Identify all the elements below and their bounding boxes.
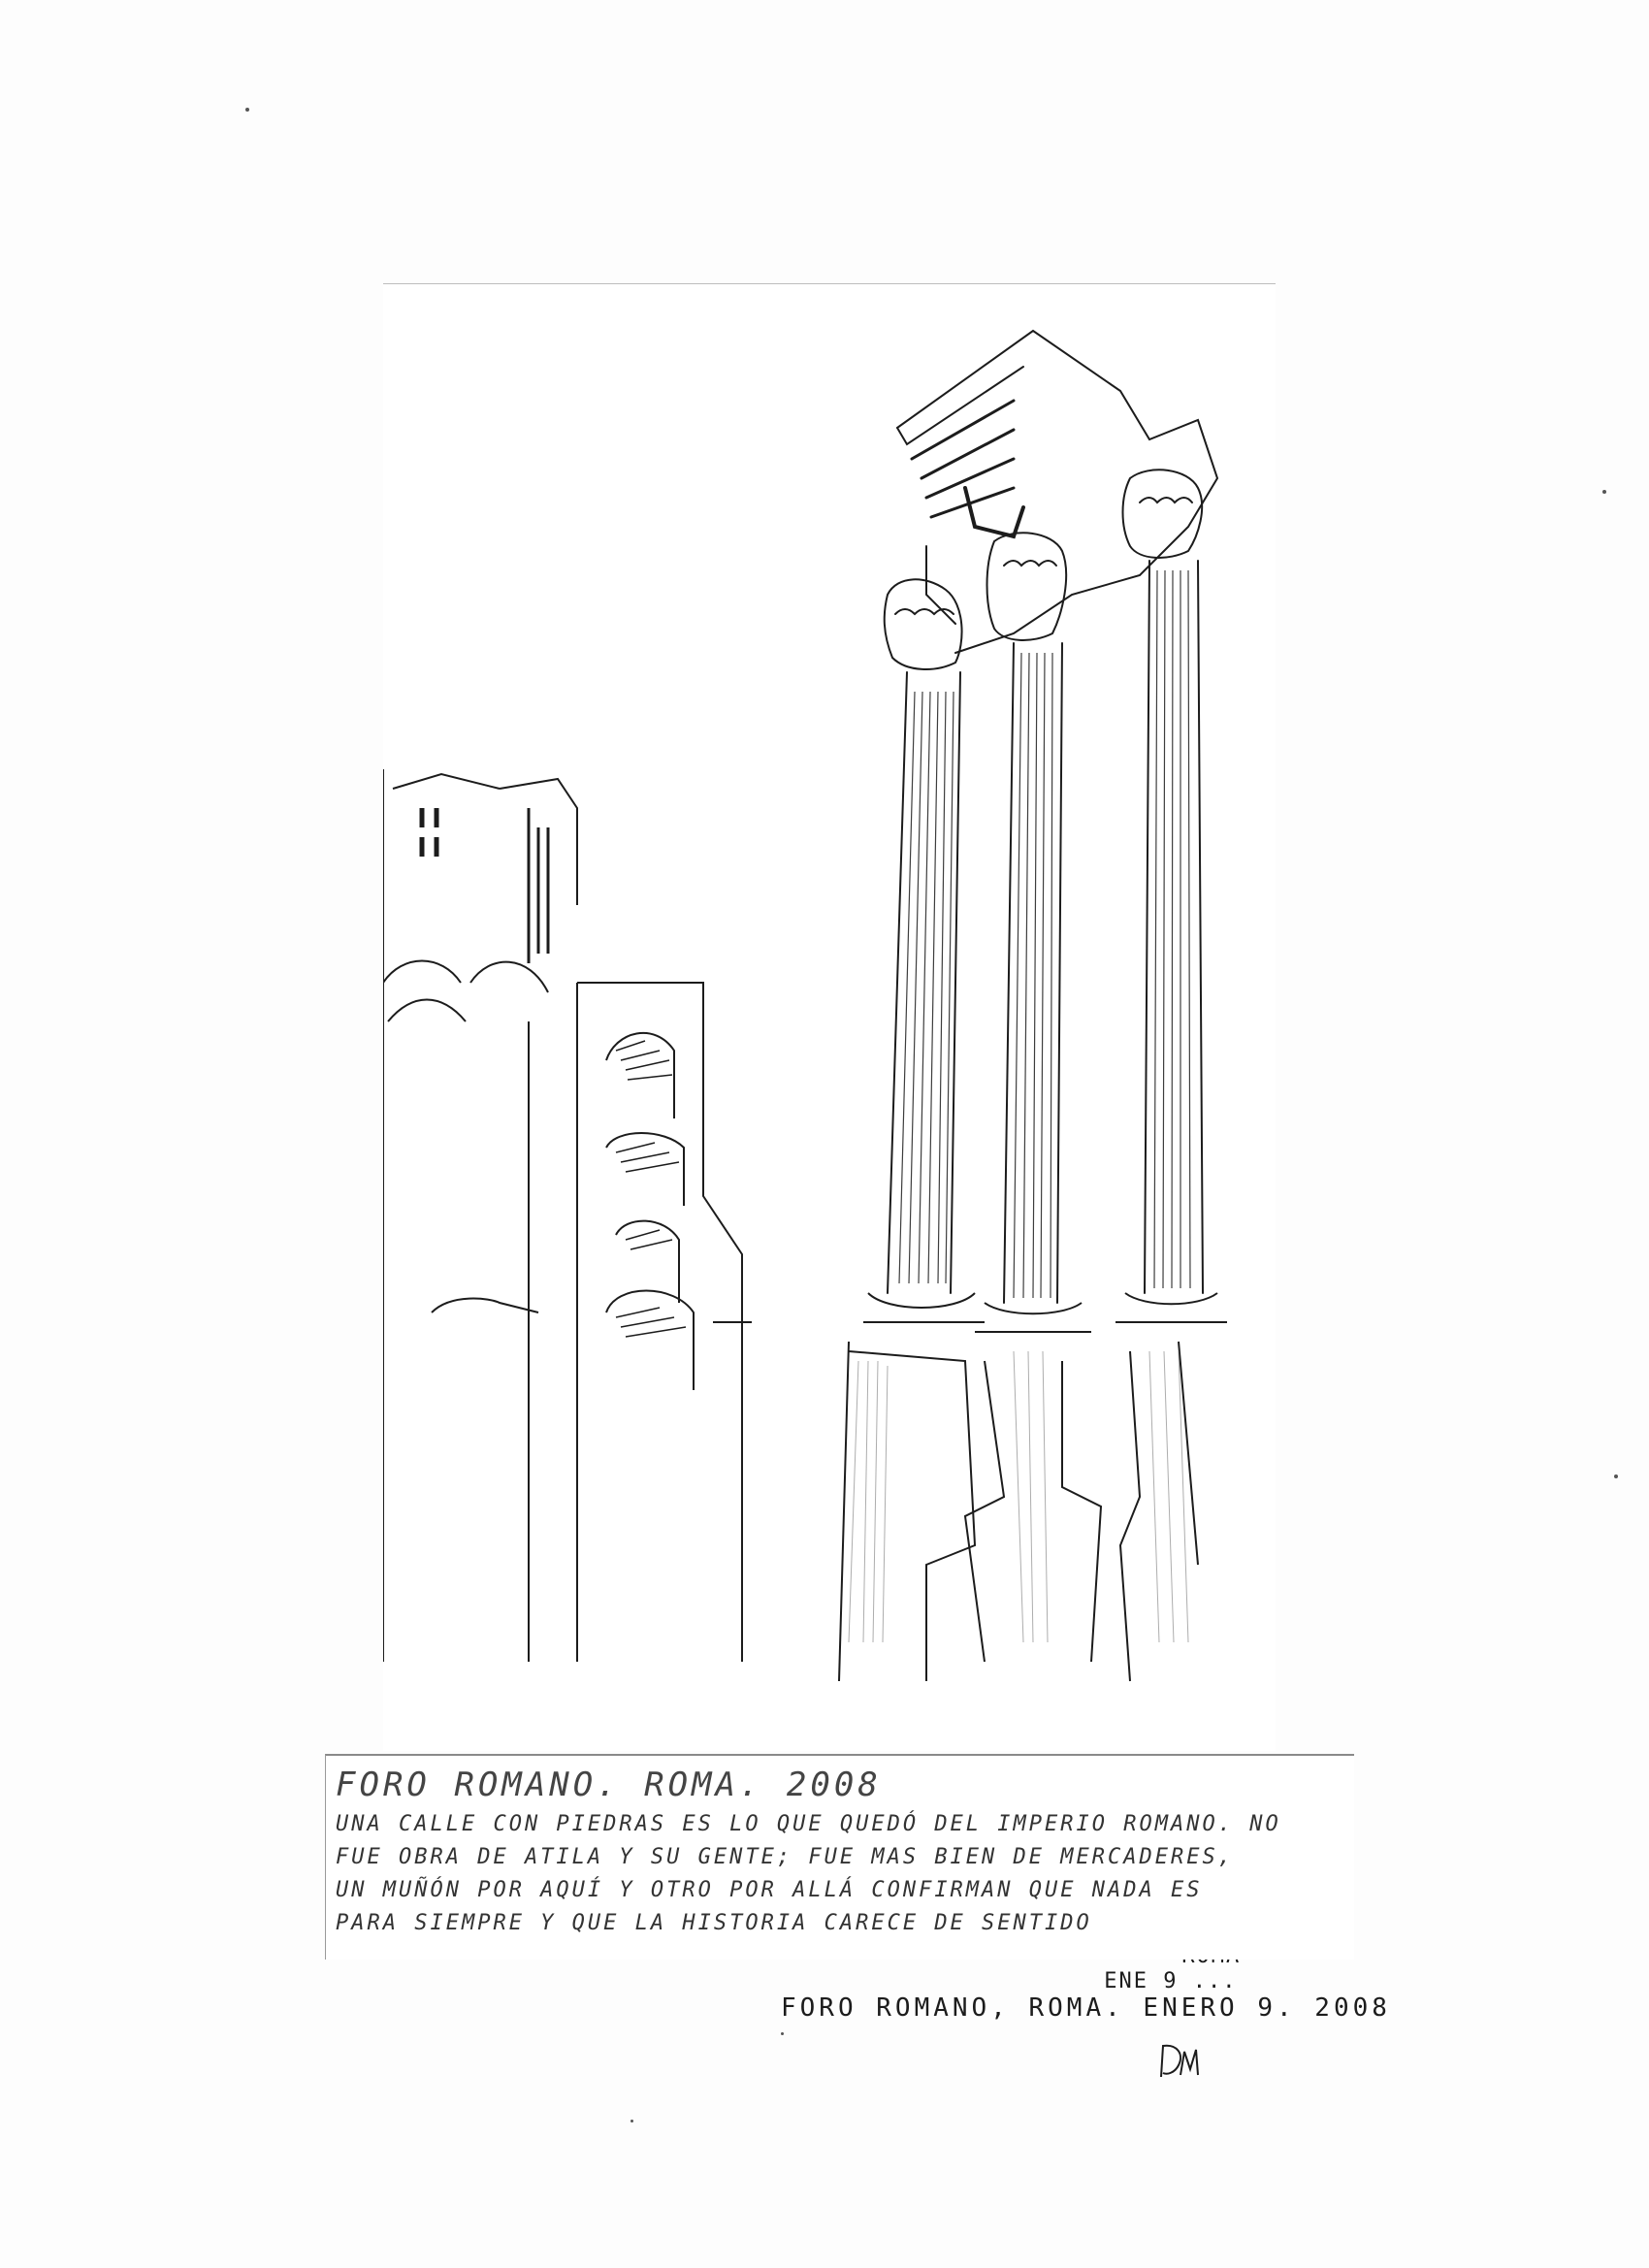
- scan-speck: [1602, 490, 1606, 494]
- note-title: FORO ROMANO. ROMA. 2008: [336, 1766, 882, 1804]
- scan-speck: [781, 2032, 784, 2035]
- scan-speck: [1614, 1474, 1618, 1478]
- note-line: FUE OBRA DE ATILA Y SU GENTE; FUE MAS BIEN DE MERCADERES,: [336, 1845, 1234, 1869]
- scan-speck: [245, 108, 249, 112]
- handwritten-note: [325, 1754, 1354, 1960]
- forum-ruins-drawing: [383, 284, 1276, 1751]
- note-line: UN MUÑÓN POR AQUÍ Y OTRO POR ALLÁ CONFIRMAN QUE NADA ES: [336, 1878, 1203, 1902]
- note-line: UNA CALLE CON PIEDRAS ES LO QUE QUEDÓ DEL IMPERIO ROMANO. NO: [336, 1812, 1281, 1836]
- signature-mark: [1157, 2040, 1202, 2081]
- note-line: PARA SIEMPRE Y QUE LA HISTORIA CARECE DE SENTIDO: [336, 1911, 1092, 1935]
- note-body: [336, 1808, 1349, 1940]
- scan-speck: [630, 2120, 633, 2122]
- sketch-caption: FORO ROMANO, ROMA. ENERO 9. 2008: [781, 1993, 1391, 2023]
- corner-label-line: ENE 9 ...: [1104, 1969, 1238, 1993]
